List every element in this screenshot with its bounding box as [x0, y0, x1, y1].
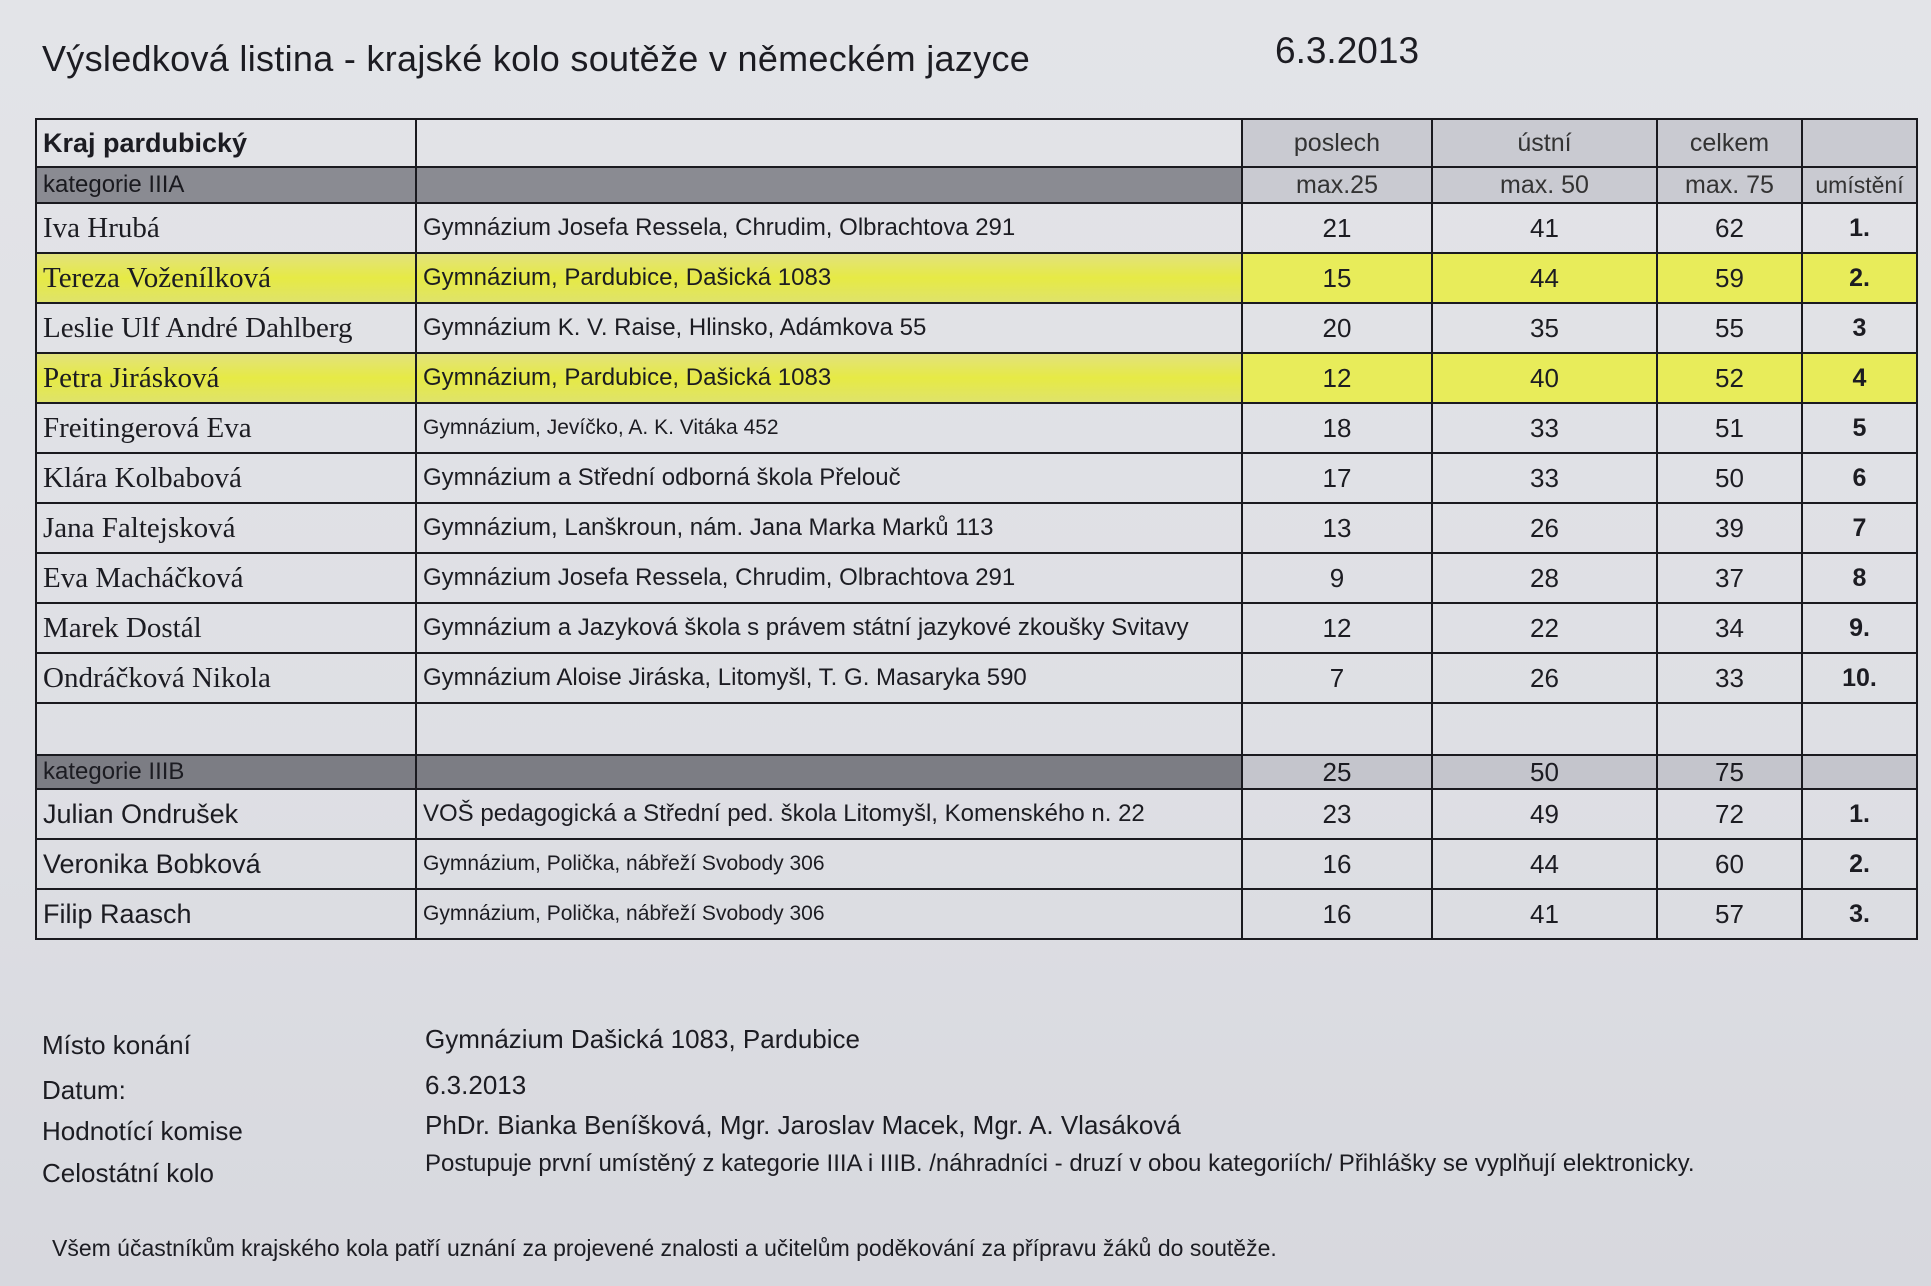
category-b-max-oral: 50 — [1432, 755, 1657, 789]
col-total-max: max. 75 — [1657, 167, 1802, 203]
student-name: Iva Hrubá — [36, 203, 416, 253]
oral-score: 26 — [1432, 653, 1657, 703]
total-score: 33 — [1657, 653, 1802, 703]
table-row — [36, 503, 1917, 553]
rank: 5 — [1802, 403, 1917, 453]
student-name: Freitingerová Eva — [36, 403, 416, 453]
oral-score: 41 — [1432, 203, 1657, 253]
committee-label: Hodnotící komise — [42, 1116, 243, 1146]
student-name: Jana Faltejsková — [36, 503, 416, 553]
listening-score: 18 — [1242, 403, 1432, 453]
venue-label: Místo konání — [42, 1030, 191, 1060]
empty-row — [36, 703, 1917, 755]
col-total-header: celkem — [1657, 119, 1802, 167]
school-name: Gymnázium K. V. Raise, Hlinsko, Adámkova 55 — [416, 303, 1242, 353]
table-row — [36, 303, 1917, 353]
listening-score: 9 — [1242, 553, 1432, 603]
empty-cell — [1432, 703, 1657, 755]
listening-score: 12 — [1242, 603, 1432, 653]
oral-score: 35 — [1432, 303, 1657, 353]
table-row — [36, 253, 1917, 303]
header-row-top — [36, 119, 1917, 167]
student-name: Tereza Voženílková — [36, 253, 416, 303]
col-rank-header: umístění — [1802, 167, 1917, 203]
listening-score: 13 — [1242, 503, 1432, 553]
oral-score: 49 — [1432, 789, 1657, 839]
table-row — [36, 653, 1917, 703]
student-name: Eva Macháčková — [36, 553, 416, 603]
total-score: 59 — [1657, 253, 1802, 303]
region-header: Kraj pardubický — [36, 119, 416, 167]
table-row — [36, 889, 1917, 939]
oral-score: 26 — [1432, 503, 1657, 553]
category-b-max-listening: 25 — [1242, 755, 1432, 789]
school-name: Gymnázium, Lanškroun, nám. Jana Marka Marků 113 — [416, 503, 1242, 553]
student-name: Julian Ondrušek — [36, 789, 416, 839]
oral-score: 28 — [1432, 553, 1657, 603]
total-score: 62 — [1657, 203, 1802, 253]
listening-score: 23 — [1242, 789, 1432, 839]
rank: 9. — [1802, 603, 1917, 653]
rank: 7 — [1802, 503, 1917, 553]
oral-score: 22 — [1432, 603, 1657, 653]
national-round-value: Postupuje první umístěný z kategorie IIIA i IIIB. /náhradníci - druzí v obou kategoriích/ Přihlášky se vyplňují elektronicky. — [425, 1150, 1695, 1177]
school-name: Gymnázium, Polička, nábřeží Svobody 306 — [416, 839, 1242, 889]
rank: 4 — [1802, 353, 1917, 403]
oral-score: 33 — [1432, 403, 1657, 453]
rank: 2. — [1802, 253, 1917, 303]
category-b-max-total: 75 — [1657, 755, 1802, 789]
school-name: Gymnázium a Jazyková škola s právem státní jazykové zkoušky Svitavy — [416, 603, 1242, 653]
col-oral-header: ústní — [1432, 119, 1657, 167]
listening-score: 17 — [1242, 453, 1432, 503]
category-b-label: kategorie IIIB — [36, 755, 416, 789]
table-row — [36, 203, 1917, 253]
school-name: Gymnázium, Polička, nábřeží Svobody 306 — [416, 889, 1242, 939]
listening-score: 16 — [1242, 889, 1432, 939]
closing-note: Všem účastníkům krajského kola patří uznání za projevené znalosti a učitelům poděkování za přípravu žáků do soutěže. — [52, 1235, 1277, 1261]
rank: 1. — [1802, 789, 1917, 839]
rank: 3 — [1802, 303, 1917, 353]
table-row — [36, 353, 1917, 403]
listening-score: 20 — [1242, 303, 1432, 353]
school-name: VOŠ pedagogická a Střední ped. škola Litomyšl, Komenského n. 22 — [416, 789, 1242, 839]
table-row — [36, 603, 1917, 653]
rank: 6 — [1802, 453, 1917, 503]
total-score: 51 — [1657, 403, 1802, 453]
total-score: 34 — [1657, 603, 1802, 653]
rank: 8 — [1802, 553, 1917, 603]
total-score: 39 — [1657, 503, 1802, 553]
student-name: Filip Raasch — [36, 889, 416, 939]
committee-value: PhDr. Bianka Beníšková, Mgr. Jaroslav Macek, Mgr. A. Vlasáková — [425, 1110, 1181, 1140]
empty-cell — [1657, 703, 1802, 755]
student-name: Marek Dostál — [36, 603, 416, 653]
oral-score: 44 — [1432, 253, 1657, 303]
school-name: Gymnázium, Jevíčko, A. K. Vitáka 452 — [416, 403, 1242, 453]
school-name: Gymnázium Aloise Jiráska, Litomyšl, T. G. Masaryka 590 — [416, 653, 1242, 703]
date-label: Datum: — [42, 1075, 126, 1105]
category-b-row — [36, 755, 1917, 789]
student-name: Ondráčková Nikola — [36, 653, 416, 703]
col-listening-header: poslech — [1242, 119, 1432, 167]
listening-score: 15 — [1242, 253, 1432, 303]
total-score: 57 — [1657, 889, 1802, 939]
national-round-label: Celostátní kolo — [42, 1158, 214, 1188]
school-name: Gymnázium Josefa Ressela, Chrudim, Olbrachtova 291 — [416, 203, 1242, 253]
rank: 3. — [1802, 889, 1917, 939]
date-value: 6.3.2013 — [425, 1070, 527, 1100]
total-score: 72 — [1657, 789, 1802, 839]
category-a-blank — [416, 167, 1242, 203]
rank: 10. — [1802, 653, 1917, 703]
table-row — [36, 553, 1917, 603]
results-table — [35, 118, 1918, 940]
col-rank-header-blank — [1802, 119, 1917, 167]
document-title: Výsledková listina - krajské kolo soutěže v německém jazyce — [42, 38, 1031, 79]
student-name: Petra Jirásková — [36, 353, 416, 403]
rank: 2. — [1802, 839, 1917, 889]
total-score: 37 — [1657, 553, 1802, 603]
empty-cell — [36, 703, 416, 755]
school-name: Gymnázium a Střední odborná škola Přelouč — [416, 453, 1242, 503]
table-row — [36, 789, 1917, 839]
total-score: 52 — [1657, 353, 1802, 403]
total-score: 50 — [1657, 453, 1802, 503]
total-score: 60 — [1657, 839, 1802, 889]
col-listening-max: max.25 — [1242, 167, 1432, 203]
school-name: Gymnázium, Pardubice, Dašická 1083 — [416, 353, 1242, 403]
listening-score: 12 — [1242, 353, 1432, 403]
oral-score: 33 — [1432, 453, 1657, 503]
table-row — [36, 453, 1917, 503]
category-a-label: kategorie IIIA — [36, 167, 416, 203]
table-row — [36, 403, 1917, 453]
category-b-blank — [416, 755, 1242, 789]
listening-score: 16 — [1242, 839, 1432, 889]
school-name: Gymnázium, Pardubice, Dašická 1083 — [416, 253, 1242, 303]
student-name: Leslie Ulf André Dahlberg — [36, 303, 416, 353]
oral-score: 40 — [1432, 353, 1657, 403]
rank: 1. — [1802, 203, 1917, 253]
category-b-rank-blank — [1802, 755, 1917, 789]
total-score: 55 — [1657, 303, 1802, 353]
table-row — [36, 839, 1917, 889]
student-name: Klára Kolbabová — [36, 453, 416, 503]
student-name: Veronika Bobková — [36, 839, 416, 889]
empty-cell — [1802, 703, 1917, 755]
listening-score: 21 — [1242, 203, 1432, 253]
listening-score: 7 — [1242, 653, 1432, 703]
venue-value: Gymnázium Dašická 1083, Pardubice — [425, 1024, 860, 1054]
empty-cell — [1242, 703, 1432, 755]
document-date: 6.3.2013 — [1275, 30, 1420, 71]
school-name: Gymnázium Josefa Ressela, Chrudim, Olbrachtova 291 — [416, 553, 1242, 603]
oral-score: 41 — [1432, 889, 1657, 939]
header-blank — [416, 119, 1242, 167]
empty-cell — [416, 703, 1242, 755]
header-row-category — [36, 167, 1917, 203]
col-oral-max: max. 50 — [1432, 167, 1657, 203]
oral-score: 44 — [1432, 839, 1657, 889]
